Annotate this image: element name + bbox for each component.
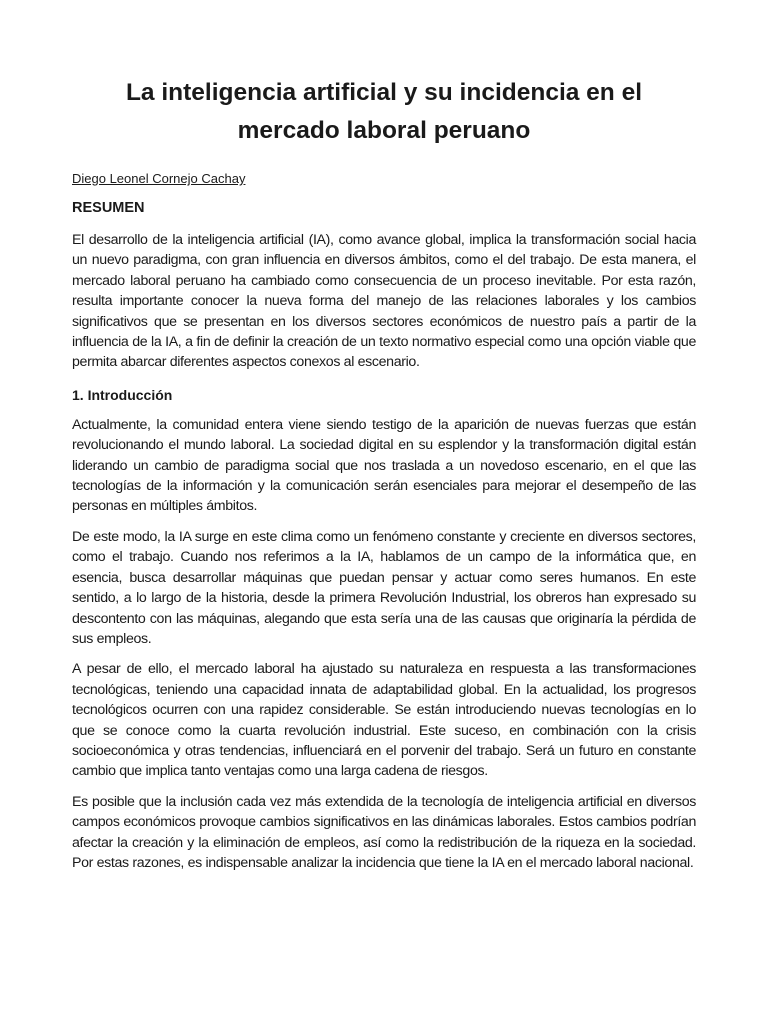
section-resumen [72, 198, 696, 373]
intro-paragraph-1: Actualmente, la comunidad entera viene siendo testigo de la aparición de nuevas fuerzas que están revolucionando el mundo laboral. La sociedad digital en su esplendor y la transformación digital están liderando un cambio de paradigma social que nos traslada a un novedoso escenario, en el que las tecnologías de la información y la comunicación serán esenciales para mejorar el desempeño de las personas en múltiples ámbitos. [72, 416, 696, 515]
abstract-paragraph: El desarrollo de la inteligencia artificial (IA), como avance global, implica la transformación social hacia un nuevo paradigma, con gran influencia en diversos ámbitos, como el del trabajo. De esta manera, el mercado laboral peruano ha cambiado como consecuencia de un proceso inevitable. Por esta razón, resulta importante conocer la nueva forma del manejo de las relaciones laborales y los cambios significativos que se presentan en los diversos sectores económicos de nuestro país a partir de la influencia de la IA, a fin de definir la creación de un texto normativo especial como una opción viable que permita abarcar diferentes aspectos conexos al escenario. [72, 232, 696, 371]
document-title-line-2: mercado laboral peruano [237, 117, 531, 144]
intro-paragraph-4: Es posible que la inclusión cada vez más extendida de la tecnología de inteligencia artificial en diversos campos económicos provoque cambios significativos en las dinámicas laborales. Estos cambios podrían afectar la creación y la eliminación de empleos, así como la redistribución de la riqueza en la sociedad. Por estas razones, es indispensable analizar la incidencia que tiene la IA en el mercado laboral nacional. [72, 793, 696, 871]
document-title [72, 74, 696, 150]
intro-paragraph-3: A pesar de ello, el mercado laboral ha ajustado su naturaleza en respuesta a las transformaciones tecnológicas, teniendo una capacidad innata de adaptabilidad global. En la actualidad, los progresos tecnológicos ocurren con una rapidez considerable. Se están introduciendo nuevas tecnologías en lo que se conoce como la cuarta revolución industrial. Este suceso, en combinación con la crisis socioeconómica y otras tendencias, influenciará en el porvenir del trabajo. Será un futuro en constante cambio que implica tanto ventajas como una larga cadena de riesgos. [72, 661, 696, 780]
section-introduccion [72, 385, 696, 874]
author-name: Diego Leonel Cornejo Cachay [72, 171, 246, 186]
document-title-line-1: La inteligencia artificial y su incidencia en el [125, 79, 643, 106]
section-heading-introduccion: 1. Introducción [72, 386, 173, 403]
section-heading-resumen: RESUMEN [72, 200, 145, 216]
intro-paragraph-2: De este modo, la IA surge en este clima como un fenómeno constante y creciente en diversos sectores, como el trabajo. Cuando nos referimos a la IA, hablamos de un campo de la informática que, en esencia, busca desarrollar máquinas que puedan pensar y actuar como seres humanos. En este sentido, a lo largo de la historia, desde la primera Revolución Industrial, los obreros han expresado su descontento con las máquinas, alegando que esta sería una de las causas que originaría la pérdida de sus empleos. [72, 528, 696, 647]
